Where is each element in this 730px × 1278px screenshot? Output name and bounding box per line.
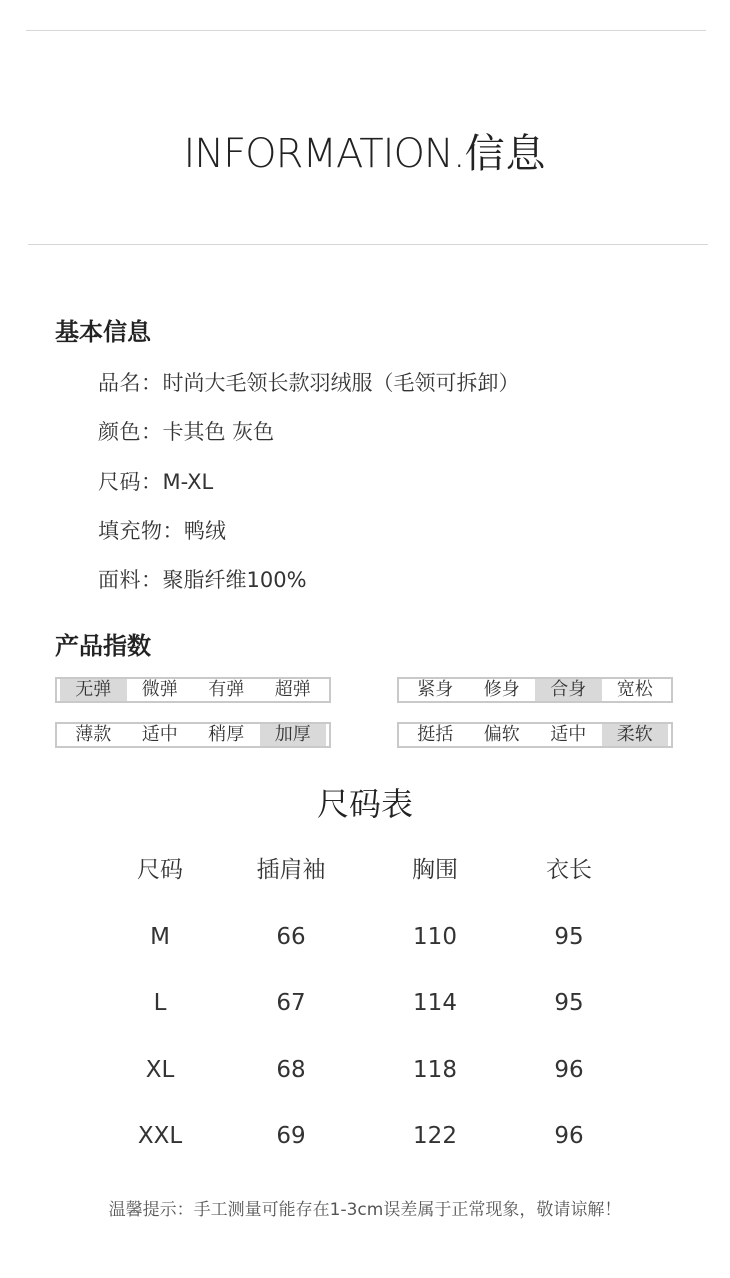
info-value: 聚脂纤维100% xyxy=(162,568,307,593)
fit-scale xyxy=(397,677,673,703)
table-header-row xyxy=(0,846,730,913)
scale-option: 微弹 xyxy=(141,679,178,700)
column-header: 胸围 xyxy=(412,857,458,883)
table-cell: M xyxy=(150,923,170,950)
scale-option: 挺括 xyxy=(417,724,454,745)
basic-info-list xyxy=(98,366,520,612)
info-label: 填充物： xyxy=(98,518,184,543)
table-cell: 118 xyxy=(413,1056,457,1083)
scale-option: 适中 xyxy=(141,724,178,745)
product-index-heading: 产品指数 xyxy=(55,632,151,660)
info-row-color xyxy=(98,415,520,464)
title-divider xyxy=(28,244,708,245)
table-row xyxy=(0,1046,730,1113)
table-cell: 95 xyxy=(554,990,584,1017)
size-table xyxy=(0,846,730,1179)
table-cell: XL xyxy=(145,1056,175,1083)
table-cell: 122 xyxy=(413,1123,457,1150)
info-row-name xyxy=(98,366,520,415)
table-cell: 96 xyxy=(554,1123,584,1150)
info-label: 品名： xyxy=(98,371,163,395)
table-row xyxy=(0,913,730,980)
softness-scale xyxy=(397,722,673,748)
info-value: 时尚大毛领长款羽绒服（毛领可拆卸） xyxy=(162,371,520,395)
measurement-tip: 温馨提示：手工测量可能存在1-3cm误差属于正常现象，敬请谅解！ xyxy=(108,1200,622,1220)
info-row-filling xyxy=(98,514,520,563)
scale-option: 紧身 xyxy=(417,679,454,700)
scale-option: 柔软 xyxy=(602,724,669,746)
thickness-scale xyxy=(55,722,331,748)
scale-option: 有弹 xyxy=(208,679,245,700)
table-cell: 67 xyxy=(276,990,306,1017)
table-cell: 114 xyxy=(413,990,457,1017)
scale-option: 稍厚 xyxy=(208,724,245,745)
table-row xyxy=(0,1112,730,1179)
basic-info-heading: 基本信息 xyxy=(55,318,151,346)
elasticity-scale xyxy=(55,677,331,703)
table-cell: L xyxy=(153,990,167,1017)
scale-option: 无弹 xyxy=(60,679,127,701)
scale-option: 修身 xyxy=(483,679,520,700)
table-cell: XXL xyxy=(137,1123,183,1150)
table-cell: 69 xyxy=(276,1123,306,1150)
info-value: M-XL xyxy=(162,469,214,494)
info-row-fabric xyxy=(98,563,520,612)
scale-option: 合身 xyxy=(535,679,602,701)
column-header: 衣长 xyxy=(546,857,592,883)
scale-option: 超弹 xyxy=(274,679,311,700)
scale-option: 适中 xyxy=(550,724,587,745)
info-label: 面料： xyxy=(98,568,163,593)
page-title-latin: INFORMATION. xyxy=(183,131,465,177)
page-title-cjk: 信息 xyxy=(464,131,547,177)
info-label: 颜色： xyxy=(98,420,163,445)
scale-option: 偏软 xyxy=(483,724,520,745)
info-row-size xyxy=(98,465,520,514)
info-value: 卡其色 灰色 xyxy=(162,420,275,445)
info-value: 鸭绒 xyxy=(184,518,226,543)
table-cell: 68 xyxy=(276,1056,306,1083)
table-cell: 110 xyxy=(413,923,457,950)
table-row xyxy=(0,979,730,1046)
top-divider xyxy=(26,30,706,31)
table-cell: 96 xyxy=(554,1056,584,1083)
scale-option: 宽松 xyxy=(616,679,653,700)
table-cell: 95 xyxy=(554,923,584,950)
info-label: 尺码： xyxy=(98,469,163,494)
scale-option: 薄款 xyxy=(75,724,112,745)
column-header: 尺码 xyxy=(137,857,183,883)
size-chart-title: 尺码表 xyxy=(316,785,413,823)
scale-option: 加厚 xyxy=(260,724,327,746)
page-title xyxy=(0,122,730,186)
table-cell: 66 xyxy=(276,923,306,950)
column-header: 插肩袖 xyxy=(256,857,326,883)
